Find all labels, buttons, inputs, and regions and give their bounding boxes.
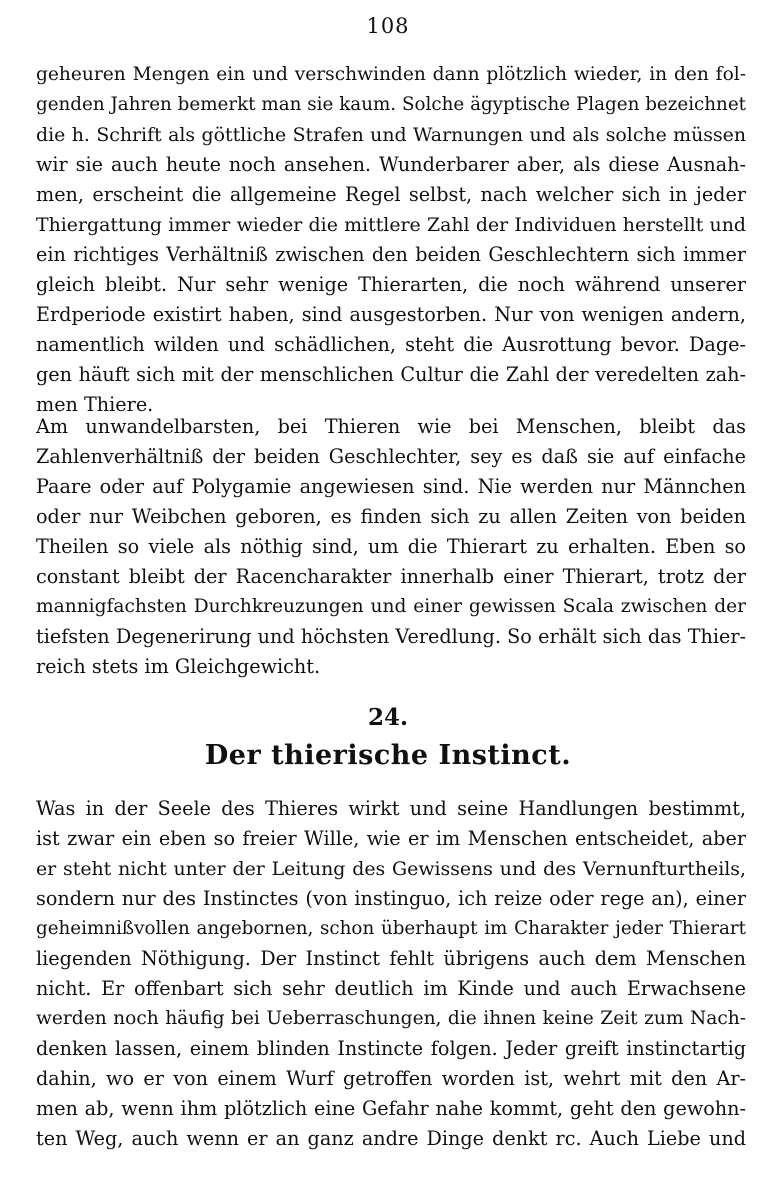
text-line: men, erscheint die allgemeine Regel selbst, nach welcher sich in jeder (36, 183, 746, 206)
text-line: dahin, wo er von einem Wurf getroffen worden ist, wehrt mit den Ar- (36, 1067, 746, 1090)
text-line: er steht nicht unter der Leitung des Gewissens und des Vernunfturtheils, (36, 858, 746, 880)
text-line: geheimnißvollen angebornen, schon überhaupt im Charakter jeder Thierart (36, 918, 746, 939)
text-line: liegenden Nöthigung. Der Instinct fehlt übrigens auch dem Menschen (36, 947, 746, 970)
text-line: oder nur Weibchen geboren, es finden sich zu allen Zeiten von beiden (36, 505, 746, 528)
text-line: Zahlenverhältniß der beiden Geschlechter, sey es daß sie auf einfache (36, 445, 746, 468)
paragraph-population-balance (36, 60, 746, 420)
paragraph-instinct (36, 794, 746, 1154)
text-line: sondern nur des Instinctes (von instinguo, ich reize oder rege an), einer (36, 887, 746, 910)
text-line: constant bleibt der Racencharakter innerhalb einer Thierart, trotz der (36, 565, 746, 588)
text-line: mannigfachsten Durchkreuzungen und einer gewissen Scala zwischen der (36, 596, 746, 617)
text-line: Was in der Seele des Thieres wirkt und seine Handlungen bestimmt, (36, 797, 746, 820)
text-line: genden Jahren bemerkt man sie kaum. Solche ägyptische Plagen bezeichnet (36, 94, 746, 115)
text-line: Paare oder auf Polygamie angewiesen sind. Nie werden nur Männchen (36, 475, 746, 498)
text-line: wir sie auch heute noch ansehen. Wunderbarer aber, als diese Ausnah- (36, 153, 746, 176)
text-line: gleich bleibt. Nur sehr wenige Thierarten, die noch während unserer (36, 273, 746, 296)
page-number: 108 (366, 14, 410, 38)
text-line: Thiergattung immer wieder die mittlere Zahl der Individuen herstellt und (36, 214, 746, 236)
text-line: reich stets im Gleichgewicht. (36, 655, 321, 678)
text-line: denken lassen, einem blinden Instincte folgen. Jeder greift instinctartig (36, 1037, 746, 1060)
paragraph-sex-ratio (36, 412, 746, 682)
text-line: ten Weg, auch wenn er an ganz andre Dinge denkt rc. Auch Liebe und (36, 1127, 746, 1150)
text-line: nicht. Er offenbart sich sehr deutlich im Kinde und auch Erwachsene (36, 977, 746, 1000)
section-title: Der thierische Instinct. (204, 740, 572, 771)
text-line: Theilen so viele als nöthig sind, um die Thierart zu erhalten. Eben so (36, 535, 746, 558)
section-number: 24. (367, 704, 408, 731)
text-line: ein richtiges Verhältniß zwischen den beiden Geschlechtern sich immer (36, 243, 746, 266)
text-line: tiefsten Degenerirung und höchsten Veredlung. So erhält sich das Thier- (36, 625, 746, 648)
text-line: men Thiere. (36, 393, 154, 416)
text-line: Erdperiode existirt haben, sind ausgestorben. Nur von wenigen andern, (36, 303, 746, 326)
text-line: die h. Schrift als göttliche Strafen und Warnungen und als solche müssen (36, 124, 746, 146)
text-line: men ab, wenn ihm plötzlich eine Gefahr nahe kommt, geht den gewohn- (36, 1097, 746, 1120)
text-line: werden noch häufig bei Ueberraschungen, die ihnen keine Zeit zum Nach- (36, 1008, 746, 1029)
text-line: namentlich wilden und schädlichen, steht die Ausrottung bevor. Dage- (36, 333, 746, 356)
text-line: Am unwandelbarsten, bei Thieren wie bei Menschen, bleibt das (36, 415, 746, 438)
text-line: gen häuft sich mit der menschlichen Cultur die Zahl der veredelten zah- (36, 363, 746, 386)
text-line: ist zwar ein eben so freier Wille, wie er im Menschen entscheidet, aber (36, 827, 746, 850)
text-line: geheuren Mengen ein und verschwinden dann plötzlich wieder, in den fol- (36, 64, 746, 85)
